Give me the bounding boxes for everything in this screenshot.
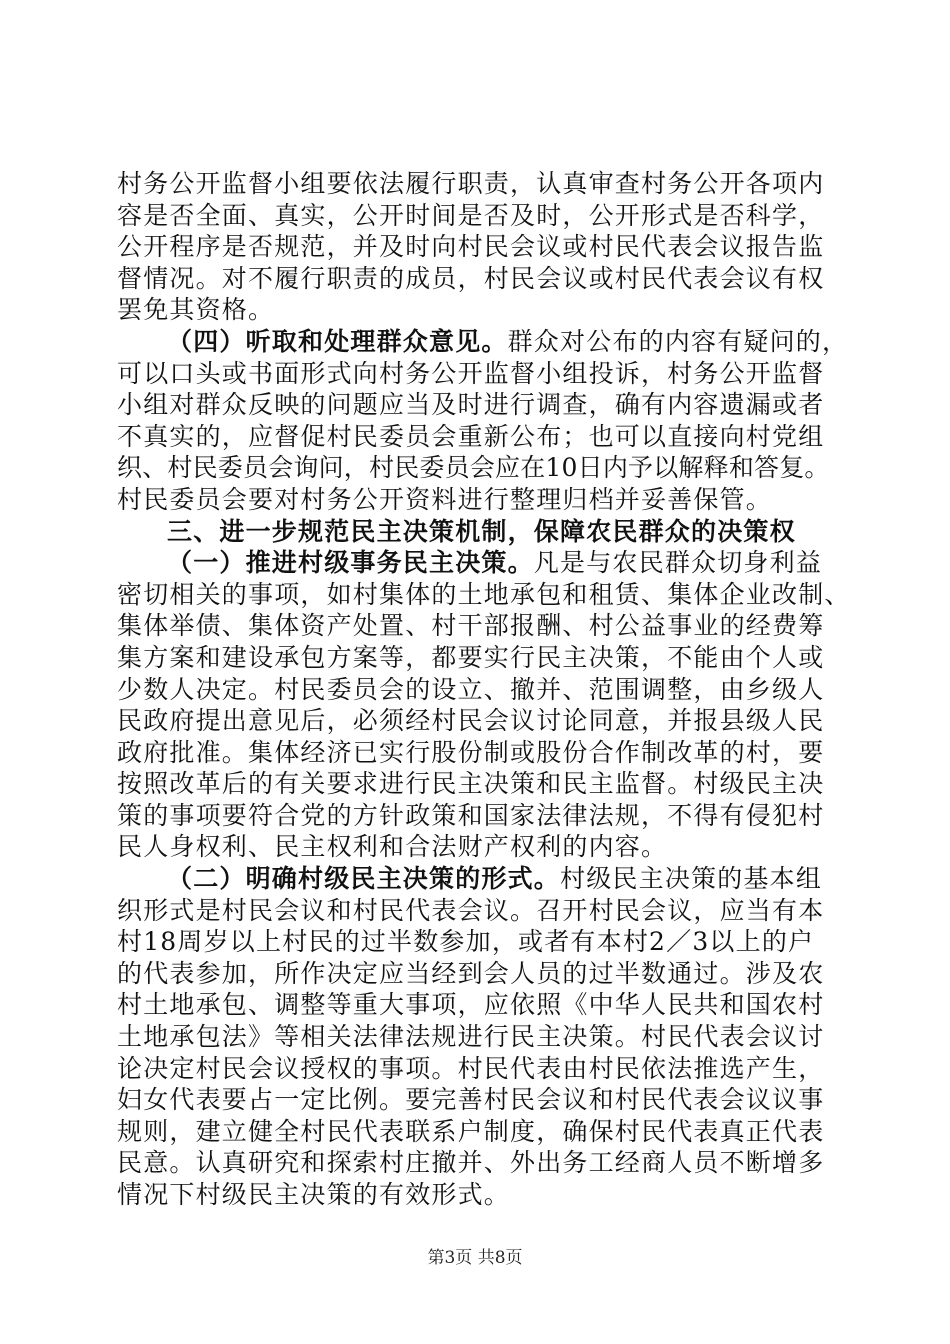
text-line: 民意。认真研究和探索村庄撤并、外出务工经商人员不断增多 bbox=[117, 1148, 825, 1178]
text-line: 织、村民委员会询问，村民委员会应在10日内予以解释和答复。 bbox=[117, 453, 830, 483]
text-line: 督情况。对不履行职责的成员，村民会议或村民代表会议有权 bbox=[117, 263, 825, 293]
text-line: 集体举债、集体资产处置、村干部报酬、村公益事业的经费筹 bbox=[117, 611, 825, 641]
text-run: 凡是与农民群众切身利益 bbox=[533, 548, 823, 578]
text-line: 民人身权利、民主权利和合法财产权利的内容。 bbox=[117, 832, 668, 862]
text-line: 织形式是村民会议和村民代表会议。召开村民会议，应当有本 bbox=[117, 895, 825, 925]
section-lead: （四）听取和处理群众意见。 bbox=[167, 326, 508, 356]
text-run: 村级民主决策的基本组 bbox=[560, 864, 823, 894]
text-line: 村土地承包、调整等重大事项，应依照《中华人民共和国农村 bbox=[117, 990, 825, 1020]
text-line: 情况下村级民主决策的有效形式。 bbox=[117, 1180, 511, 1209]
text-line: 小组对群众反映的问题应当及时进行调查，确有内容遗漏或者 bbox=[117, 390, 825, 420]
text-line: 按照改革后的有关要求进行民主决策和民主监督。村级民主决 bbox=[117, 769, 825, 799]
text-line: 政府批准。集体经济已实行股份制或股份合作制改革的村，要 bbox=[117, 737, 825, 767]
text-line: 公开程序是否规范，并及时向村民会议或村民代表会议报告监 bbox=[117, 232, 825, 262]
text-line: 的代表参加，所作决定应当经到会人员的过半数通过。涉及农 bbox=[117, 958, 825, 988]
paragraph bbox=[117, 168, 837, 326]
text-line: 村务公开监督小组要依法履行职责，认真审查村务公开各项内 bbox=[117, 169, 825, 198]
text-line: 可以口头或书面形式向村务公开监督小组投诉，村务公开监督 bbox=[117, 358, 825, 388]
section-heading-text: 三、进一步规范民主决策机制，保障农民群众的决策权 bbox=[167, 516, 796, 546]
text-line: 罢免其资格。 bbox=[117, 295, 275, 325]
text-line: 村18周岁以上村民的过半数参加，或者有本村2／3以上的户 bbox=[117, 927, 815, 957]
text-line: 村民委员会要对村务公开资料进行整理归档并妥善保管。 bbox=[117, 484, 773, 514]
text-line: 妇女代表要占一定比例。要完善村民会议和村民代表会议议事 bbox=[117, 1085, 825, 1115]
paragraph bbox=[117, 863, 837, 1211]
paragraph bbox=[117, 326, 849, 516]
text-line: 不真实的，应督促村民委员会重新公布；也可以直接向村党组 bbox=[117, 421, 825, 451]
text-line: 密切相关的事项，如村集体的土地承包和租赁、集体企业改制、 bbox=[117, 579, 851, 609]
page-number: 第3页 共8页 bbox=[427, 1248, 523, 1268]
text-line: 规则，建立健全村民代表联系户制度，确保村民代表真正代表 bbox=[117, 1116, 825, 1146]
text-line: 民政府提出意见后，必须经村民会议讨论同意，并报县级人民 bbox=[117, 706, 825, 736]
text-line: 容是否全面、真实，公开时间是否及时，公开形式是否科学， bbox=[117, 200, 825, 230]
section-heading bbox=[117, 516, 837, 548]
text-line: 土地承包法》等相关法律法规进行民主决策。村民代表会议讨 bbox=[117, 1022, 825, 1052]
text-line: 论决定村民会议授权的事项。村民代表由村民依法推选产生， bbox=[117, 1053, 825, 1083]
page-footer bbox=[0, 1243, 950, 1268]
document-body bbox=[117, 168, 851, 1211]
text-run: 群众对公布的内容有疑问的， bbox=[507, 326, 849, 356]
text-line: 集方案和建设承包方案等，都要实行民主决策，不能由个人或 bbox=[117, 642, 825, 672]
text-line bbox=[117, 863, 837, 895]
section-lead: （二）明确村级民主决策的形式。 bbox=[167, 864, 561, 894]
text-line: 少数人决定。村民委员会的设立、撤并、范围调整，由乡级人 bbox=[117, 674, 825, 704]
paragraph bbox=[117, 547, 851, 863]
text-line bbox=[117, 326, 849, 358]
text-line bbox=[117, 547, 837, 579]
text-line: 策的事项要符合党的方针政策和国家法律法规，不得有侵犯村 bbox=[117, 800, 825, 830]
section-lead: （一）推进村级事务民主决策。 bbox=[167, 548, 534, 578]
